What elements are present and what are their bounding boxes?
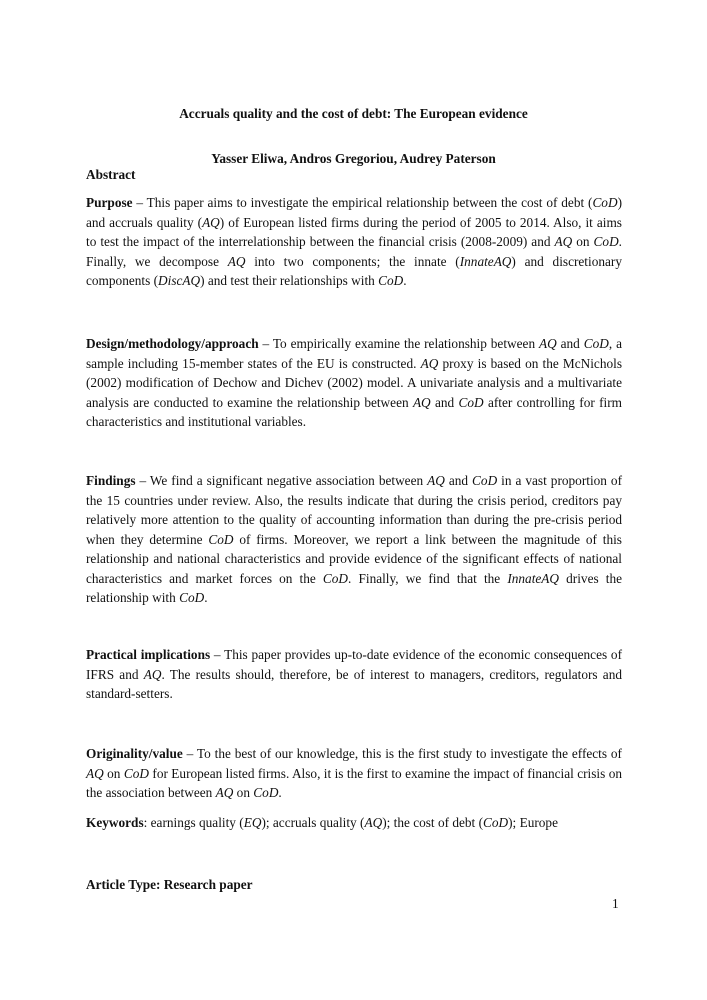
text-segment: . Finally, we decompose [86,234,622,269]
italic-term: AQ [539,336,557,351]
text-segment: on [233,785,254,800]
keywords-line [86,813,622,833]
paper-title: Accruals quality and the cost of debt: The European evidence [179,106,528,121]
italic-term: CoD [592,195,618,210]
text-segment: drives the relationship with [86,570,623,605]
paper-authors: Yasser Eliwa, Andros Gregoriou, Audrey Paterson [211,151,496,166]
text-segment: on [572,234,594,249]
page-number: 1 [612,896,619,911]
italic-term: CoD [123,765,149,781]
text-segment: . [403,273,407,288]
italic-term: AQ [227,253,246,269]
abstract-purpose-paragraph [86,193,622,291]
text-segment: in a vast proportion of the 15 countries under review. Also, the results indicate that during the crisis period, creditors pay relatively more attention to the quality of accounting information than during the pre-crisis period when they determine [86,473,622,547]
italic-term: CoD [208,531,234,547]
text-segment: ); the cost of debt ( [382,815,483,830]
abstract-heading: Abstract [86,167,136,182]
text-segment: and [556,336,584,351]
italic-term: InnateAQ [507,570,560,586]
text-segment: ) of European listed firms during the period of 2005 to 2014. Also, it aims to test the impact of the interrelationship between the financial crisis (2008-2009) and [86,214,622,249]
text-segment: and [444,473,473,488]
text-segment: of firms. Moreover, we report a link between the magnitude of this relationship and national characteristics and provide evidence of the significant effects of national characteristics and market forces on the [86,531,622,586]
text-segment: into two components; the innate ( [245,253,460,269]
italic-term: AQ [412,394,431,410]
text-segment: ) and test their relationships with [200,273,379,288]
italic-term: CoD [458,394,484,410]
italic-term: AQ [86,765,104,781]
originality-label: Originality/value [86,746,183,761]
text-segment: . [278,785,282,800]
text-segment: after controlling for firm characteristics and institutional variables. [86,394,622,429]
italic-term: AQ [364,815,383,830]
text-segment: for European listed firms. Also, it is the first to examine the impact of financial crisis on the association between [86,765,622,800]
article-type: Article Type: Research paper [86,877,253,892]
text-segment: – This paper provides up-to-date evidence of the economic consequences of IFRS and [86,647,622,682]
design-label: Design/methodology/approach [86,336,259,351]
text-segment: ) and accruals quality ( [86,195,622,230]
keywords-label: Keywords [86,815,144,830]
text-segment: , a sample including 15-member states of the EU is constructed. [86,336,622,371]
italic-term: DiscAQ [158,273,201,288]
text-segment: – To the best of our knowledge, this is the first study to investigate the effects of [182,746,622,761]
italic-term: AQ [420,355,439,371]
italic-term: CoD [378,273,404,288]
abstract-findings-paragraph [86,471,622,608]
italic-term: AQ [202,214,220,230]
italic-term: AQ [143,666,162,682]
italic-term: CoD [583,336,609,351]
italic-term: AQ [427,473,445,488]
italic-term: CoD [593,234,619,249]
text-segment: . Finally, we find that the [348,570,508,586]
italic-term: InnateAQ [459,253,512,269]
italic-term: CoD [472,473,498,488]
text-segment: proxy is based on the McNichols (2002) modification of Dechow and Dichev (2002) model. A univariate analysis and a multivariate analysis are conducted to examine the relationship between [86,355,622,410]
italic-term: CoD [253,785,279,800]
text-segment: . [204,590,208,605]
text-segment: . The results should, therefore, be of interest to managers, creditors, regulators and standard-setters. [86,666,623,701]
italic-term: CoD [322,570,349,586]
text-segment: – To empirically examine the relationship between [258,336,539,351]
text-segment: – This paper aims to investigate the empirical relationship between the cost of debt ( [132,195,593,210]
abstract-originality-paragraph [86,744,622,803]
abstract-design-paragraph [86,334,622,432]
italic-term: CoD [483,815,509,830]
text-segment: – We find a significant negative association between [135,473,428,488]
italic-term: EQ [243,815,262,830]
text-segment: ); Europe [508,815,558,830]
text-segment: on [103,765,124,781]
italic-term: AQ [215,785,234,800]
findings-label: Findings [86,473,136,488]
italic-term: AQ [554,234,573,249]
text-segment: and [430,394,459,410]
text-segment: ) and discretionary components ( [86,253,622,288]
italic-term: CoD [179,590,205,605]
text-segment: : earnings quality ( [143,815,244,830]
abstract-practical-paragraph [86,645,622,704]
practical-label: Practical implications [86,647,211,662]
text-segment: ); accruals quality ( [261,815,365,830]
purpose-label: Purpose [86,195,133,210]
